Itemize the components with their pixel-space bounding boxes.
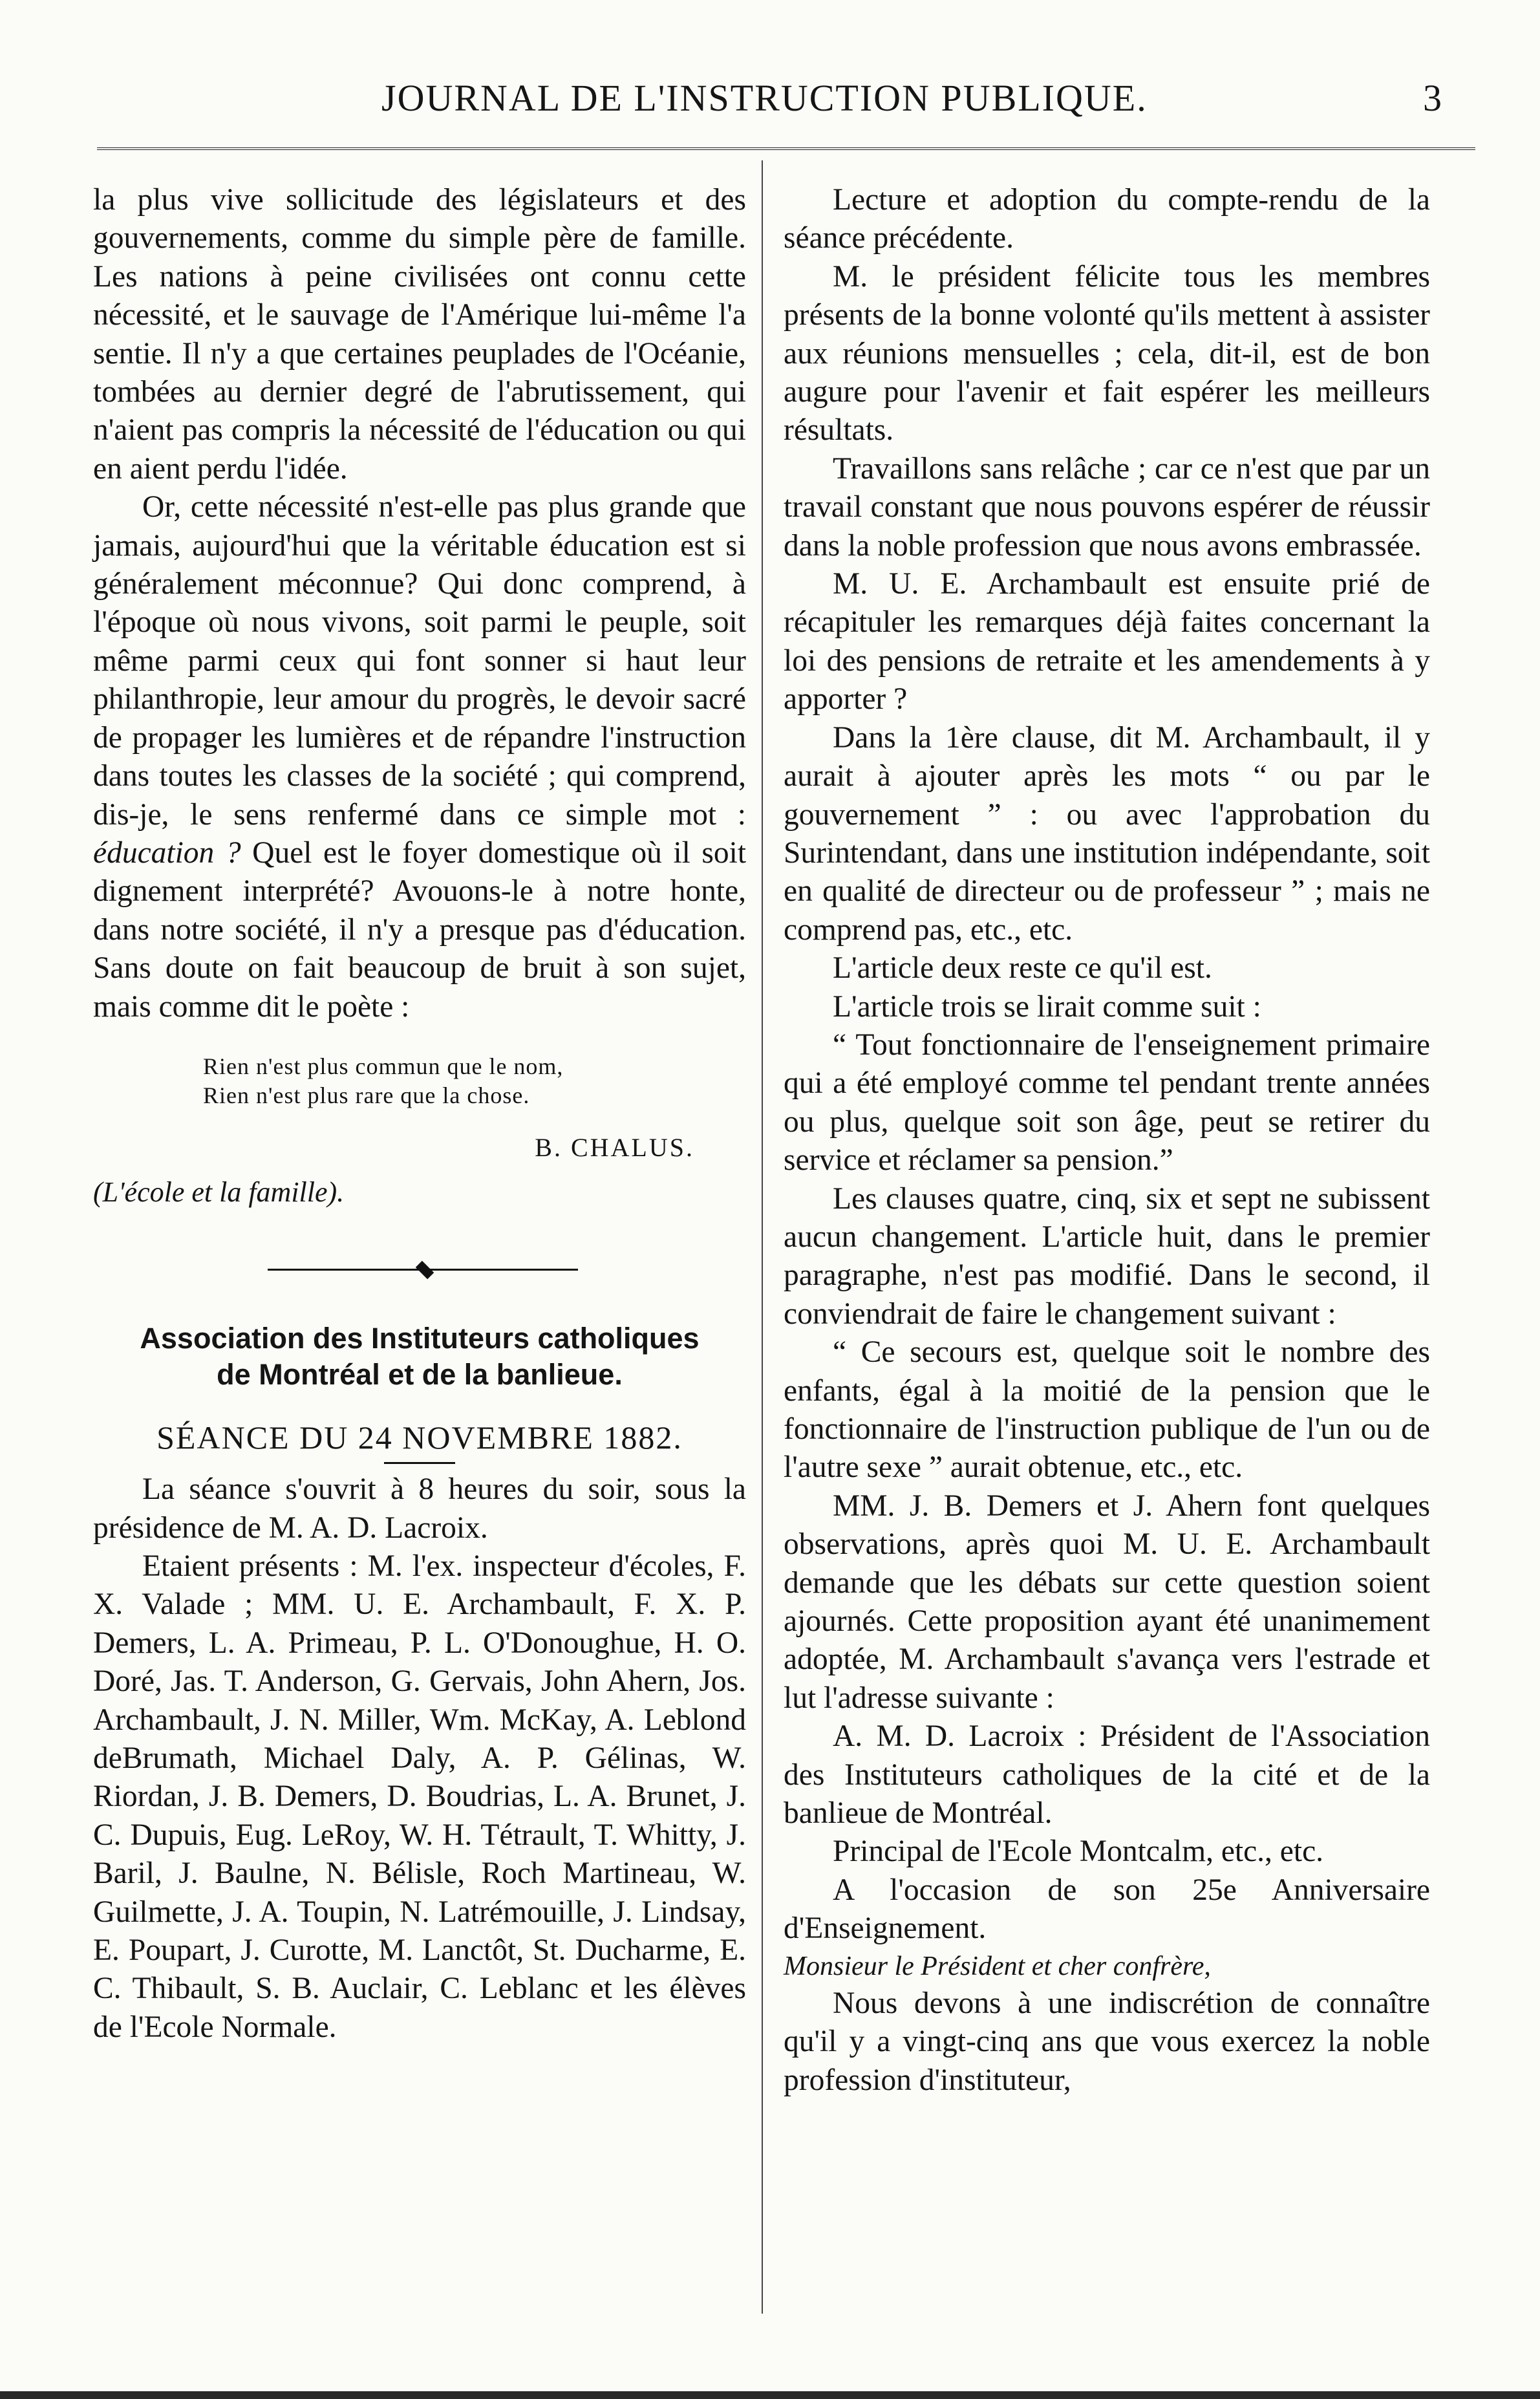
paragraph: MM. J. B. Demers et J. Ahern font quelques observations, après quoi M. U. E. Archambault demande que les débats sur cette question soient ajournés. Cette proposition ayant été unanimement adoptée, M. Archambault s'avança vers l'estrade et lut l'adresse suivante : — [784, 1489, 1430, 1715]
verse — [203, 1052, 746, 1110]
column-divider — [762, 160, 763, 2314]
signature: B. CHALUS. — [535, 1132, 694, 1162]
paragraph: Principal de l'Ecole Montcalm, etc., etc. — [833, 1834, 1324, 1869]
page-number: 3 — [1423, 77, 1443, 119]
paragraph: L'article deux reste ce qu'il est. — [833, 951, 1212, 985]
source-citation: (L'école et la famille). — [93, 1176, 345, 1209]
paragraph: Les clauses quatre, cinq, six et sept ne subissent aucun changement. L'article huit, dans le premier paragraphe, n'est pas modifié. Dans le second, il conviendrait de faire le changement suivant : — [784, 1181, 1430, 1331]
journal-title: JOURNAL DE L'INSTRUCTION PUBLIQUE. — [381, 77, 1148, 119]
ornament-divider — [93, 1251, 746, 1289]
salutation: Monsieur le Président et cher confrère, — [784, 1951, 1211, 1981]
section-heading: Association des Instituteurs catholiques de Montréal et de la banlieue. — [140, 1321, 700, 1391]
paragraph: Dans la 1ère clause, dit M. Archambault, il y aurait à ajouter après les mots “ ou par le gouvernement ” : ou avec l'approbation du Surintendant, dans une institution indépendante, soit en qualité de directeur ou de professeur ” ; mais ne comprend pas, etc., etc. — [784, 720, 1430, 947]
paragraph: Or, cette nécessité n'est-elle pas plus grande que jamais, aujourd'hui que la véritable éducation est si généralement méconnue? Qui donc comprend, à l'époque où nous vivons, soit parmi le peuple, soit même parmi ceux qui font sonner si haut leur philanthropie, leur amour du progrès, le devoir sacré de propager les lumières et de répandre l'instruction dans toutes les classes de la société ; qui comprend, dis-je, le sens renfermé dans ce simple mot : éducation ? Quel est le foyer domestique où il soit dignement interprété? Avouons-le à notre honte, dans notre société, il n'y a presque pas d'éducation. Sans doute on fait beaucoup de bruit à son sujet, mais comme dit le poète : — [93, 490, 747, 1024]
paragraph: A l'occasion de son 25e Anniversaire d'Enseignement. — [784, 1873, 1430, 1946]
header-rule — [97, 147, 1475, 154]
verse-line: Rien n'est plus rare que la chose. — [203, 1082, 530, 1108]
right-column — [784, 181, 1430, 2100]
meeting-date: SÉANCE DU 24 NOVEMBRE 1882. — [156, 1419, 683, 1456]
paragraph: La séance s'ouvrit à 8 heures du soir, sous la présidence de M. A. D. Lacroix. — [93, 1472, 746, 1545]
paragraph: “ Ce secours est, quelque soit le nombre des enfants, égal à la moitié de la pension que le fonctionnaire de l'instruction publique de l'un ou de l'autre sexe ” aurait obtenue, etc., etc. — [784, 1335, 1430, 1485]
paragraph: “ Tout fonctionnaire de l'enseignement primaire qui a été employé comme tel pendant trente années ou plus, quelque soit son âge, peut se retirer du service et réclamer sa pension.” — [784, 1027, 1430, 1178]
paragraph: A. M. D. Lacroix : Président de l'Association des Instituteurs catholiques de la cité et de la banlieue de Montréal. — [784, 1719, 1430, 1831]
short-rule — [384, 1462, 455, 1464]
paragraph: M. U. E. Archambault est ensuite prié de récapituler les remarques déjà faites concernant la loi des pensions de retraite et les amendements à y apporter ? — [784, 567, 1430, 716]
paragraph: L'article trois se lirait comme suit : — [833, 989, 1261, 1024]
paragraph: Lecture et adoption du compte-rendu de la séance précédente. — [784, 183, 1430, 255]
paragraph: M. le président félicite tous les membres présents de la bonne volonté qu'ils mettent à assister aux réunions mensuelles ; cela, dit-il, est de bon augure pour l'avenir et fait espérer les meilleurs résultats. — [784, 259, 1430, 447]
left-column — [93, 181, 746, 2047]
paragraph: Nous devons à une indiscrétion de connaître qu'il y a vingt-cinq ans que vous exercez la noble profession d'instituteur, — [784, 1986, 1430, 2097]
running-head — [97, 76, 1443, 128]
verse-line: Rien n'est plus commun que le nom, — [203, 1053, 564, 1079]
page-edge — [0, 2391, 1540, 2399]
paragraph: la plus vive sollicitude des législateurs et des gouvernements, comme du simple père de famille. Les nations à peine civilisées ont connu cette nécessité, et le sauvage de l'Amérique lui-même l'a sentie. Il n'y a que certaines peuplades de l'Océanie, tombées au dernier degré de l'abrutissement, qui n'aient pas compris la nécessité de l'éducation ou qui en aient perdu l'idée. — [93, 183, 746, 486]
attendees-paragraph: Etaient présents : M. l'ex. inspecteur d'écoles, F. X. Valade ; MM. U. E. Archambault, F. X. P. Demers, L. A. Primeau, P. L. O'Donoughue, H. O. Doré, Jas. T. Anderson, G. Gervais, John Ahern, Jos. Archambault, J. N. Miller, Wm. McKay, A. Leblond deBrumath, Michael Daly, A. P. Gélinas, W. Riordan, J. B. Demers, D. Boudrias, L. A. Brunet, J. C. Dupuis, Eug. LeRoy, W. H. Tétrault, T. Whitty, J. Baril, J. Baulne, N. Bélisle, Roch Martineau, W. Guilmette, J. A. Toupin, N. Latrémouille, J. Lindsay, E. Poupart, J. Curotte, M. Lanctôt, St. Ducharme, E. C. Thibault, S. B. Auclair, C. Leblanc et les élèves de l'Ecole Normale. — [93, 1549, 746, 2044]
paragraph: Travaillons sans relâche ; car ce n'est que par un travail constant que nous pouvons espérer de réussir dans la noble profession que nous avons embrassée. — [784, 451, 1430, 563]
